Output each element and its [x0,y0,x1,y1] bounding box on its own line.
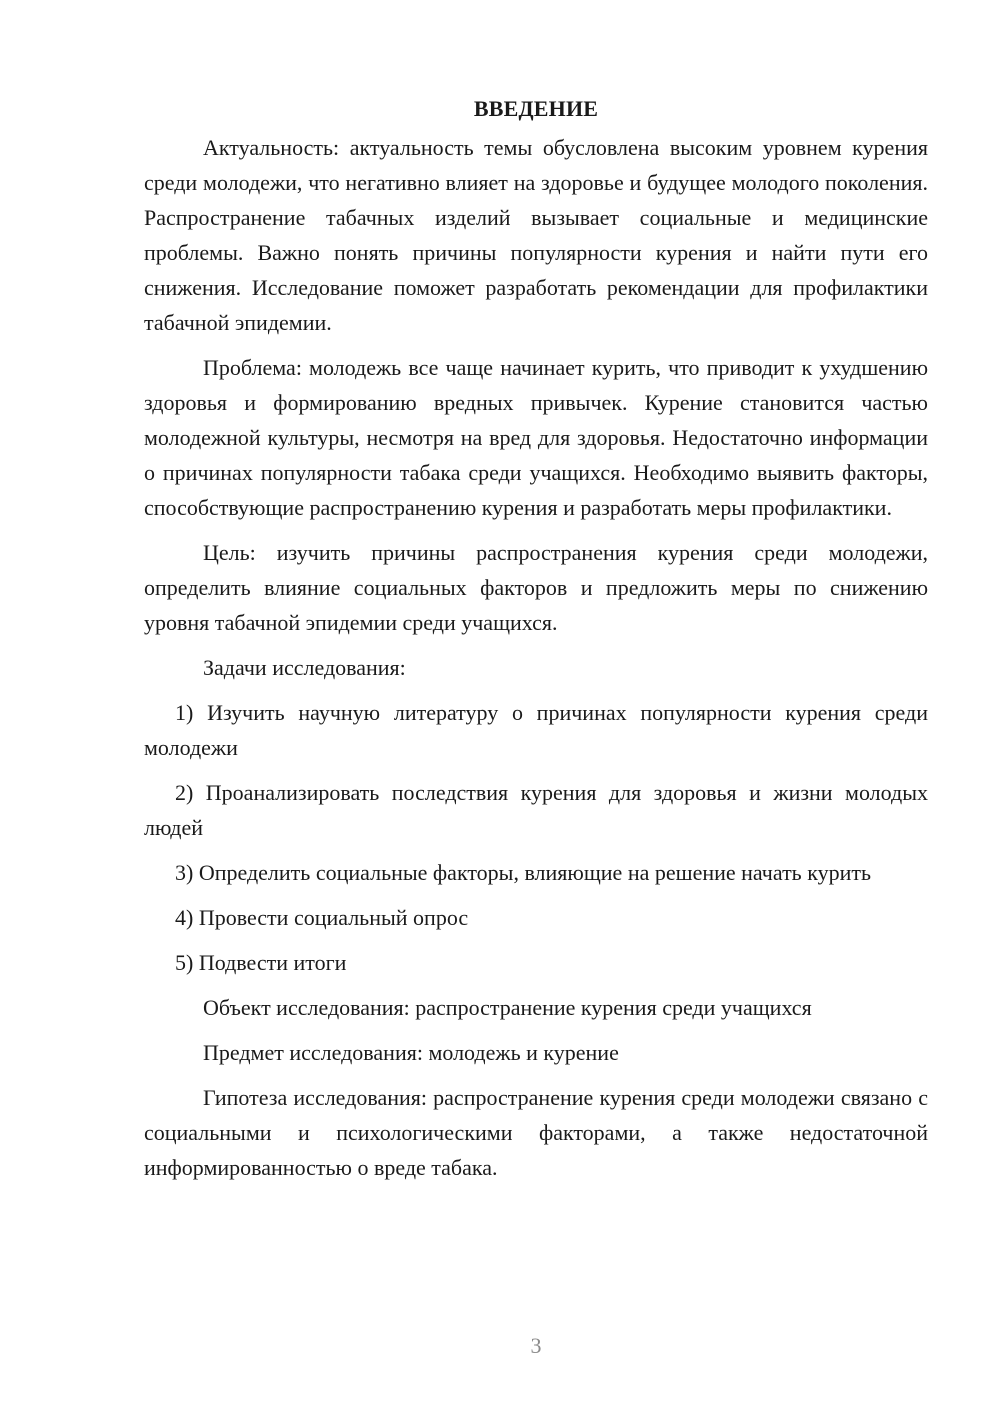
task-item-5: 5) Подвести итоги [175,950,347,975]
task-item-3: 3) Определить социальные факторы, влияющие на решение начать курить [175,860,872,885]
task-item-1: 1) Изучить научную литературу о причинах популярности курения среди молодежи [144,700,928,760]
problem-paragraph: Проблема: молодежь все чаще начинает курить, что приводит к ухудшению здоровья и формированию вредных привычек. Курение становится частью молодежной культуры, несмотря на вред для здоровья. Недостаточно информации о причинах популярности табака среди учащихся. Необходимо выявить факторы, способствующие распространению курения и разработать меры профилактики. [144,355,928,520]
goal-paragraph: Цель: изучить причины распространения курения среди молодежи, определить влияние социальных факторов и предложить меры по снижению уровня табачной эпидемии среди учащихся. [144,540,928,635]
object-paragraph: Объект исследования: распространение курения среди учащихся [203,995,812,1020]
relevance-paragraph: Актуальность: актуальность темы обусловлена высоким уровнем курения среди молодежи, что негативно влияет на здоровье и будущее молодого поколения. Распространение табачных изделий вызывает социальные и медицинские проблемы. Важно понять причины популярности курения и найти пути его снижения. Исследование поможет разработать рекомендации для профилактики табачной эпидемии. [144,135,928,335]
tasks-heading: Задачи исследования: [203,655,406,680]
task-item-2: 2) Проанализировать последствия курения для здоровья и жизни молодых людей [144,780,928,840]
document-page [144,94,928,1195]
page-number: 3 [530,1333,542,1358]
subject-paragraph: Предмет исследования: молодежь и курение [203,1040,619,1065]
hypothesis-paragraph: Гипотеза исследования: распространение курения среди молодежи связано с социальными и психологическими факторами, а также недостаточной информированностью о вреде табака. [144,1085,928,1180]
task-item-4: 4) Провести социальный опрос [175,905,469,930]
section-title: ВВЕДЕНИЕ [473,96,599,121]
